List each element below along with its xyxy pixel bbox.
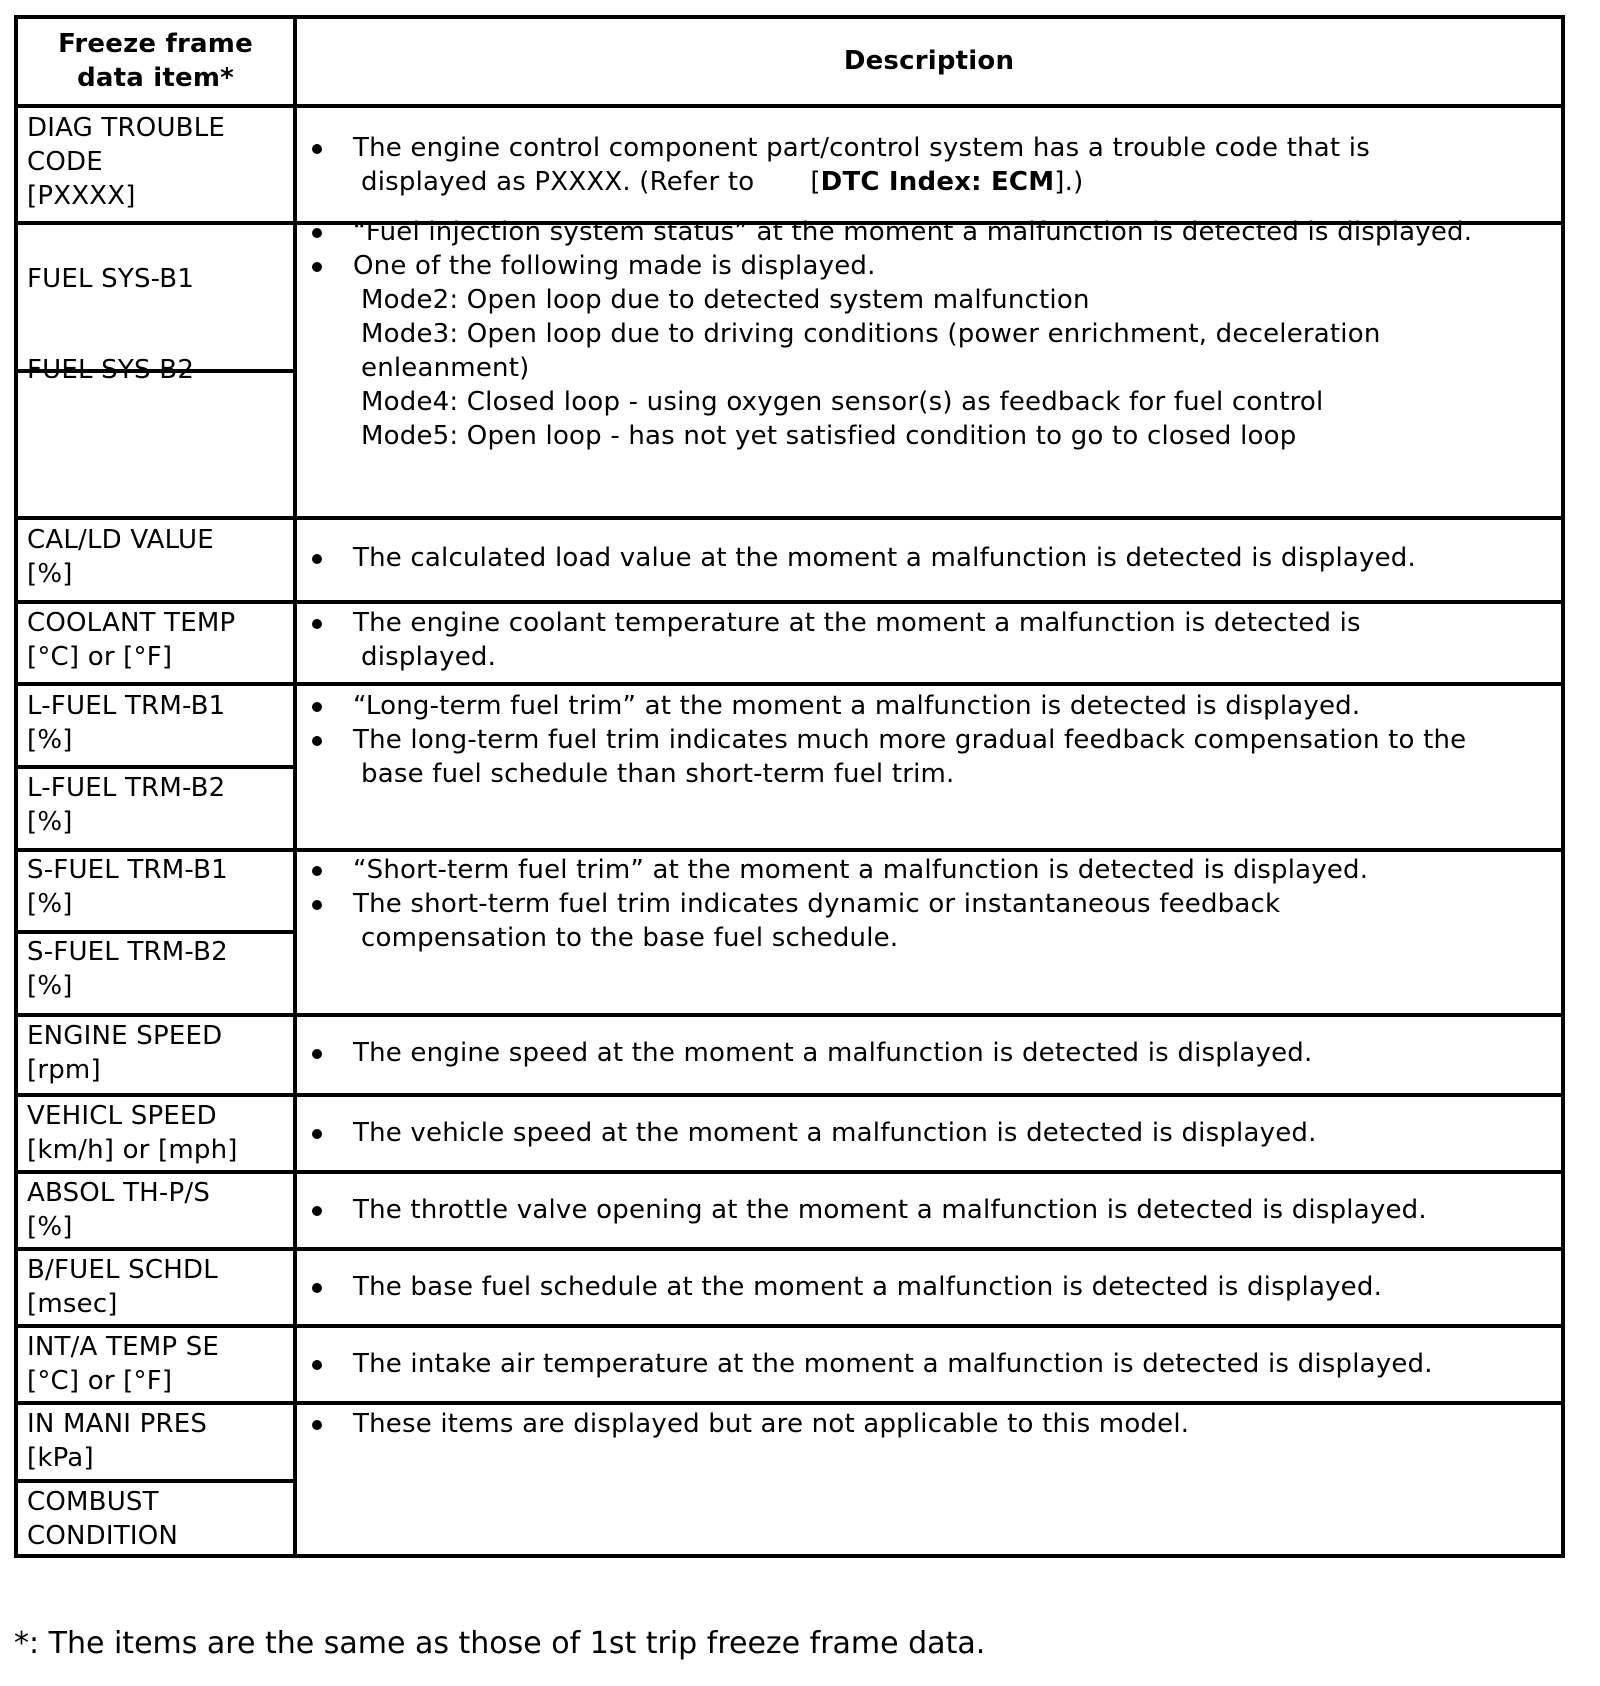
desc-engine-speed [309,1036,1559,1070]
mode-text: enleanment) [361,353,530,383]
item-text: ABSOL TH-P/S [27,1178,211,1208]
bracket-open: [ [810,167,821,197]
desc-not-applicable [309,1407,1559,1441]
item-text: [msec] [27,1289,118,1319]
bullet-item [309,541,1559,575]
desc-text: “Fuel injection system status” at the moment a malfunction is detected is displayed. [353,217,1473,247]
header-item-line: data item* [77,63,234,93]
item-text: [°C] or [°F] [27,1366,173,1396]
desc-text: “Short-term fuel trim” at the moment a malfunction is detected is displayed. [353,855,1369,885]
desc-continuation: compensation to the base fuel schedule. [361,923,899,953]
row-divider [18,765,295,769]
row-divider [18,1093,1561,1097]
item-text: ENGINE SPEED [27,1021,223,1051]
row-divider [18,104,1561,108]
bullet-item [309,1270,1559,1304]
item-coolant-temp [27,606,289,674]
desc-continuation [309,165,1559,199]
item-text: CODE [27,147,103,177]
item-vehicle-speed [27,1099,289,1167]
item-cal-ld-value [27,523,289,591]
desc-b-fuel-schdl [309,1270,1559,1304]
item-b-fuel-schdl [27,1253,289,1321]
desc-int-a-temp-se [309,1347,1559,1381]
item-text: DIAG TROUBLE [27,113,226,143]
item-text: [%] [27,725,73,755]
desc-vehicle-speed [309,1116,1559,1150]
desc-text: “Long-term fuel trim” at the moment a malfunction is detected is displayed. [353,691,1361,721]
desc-absol-th-ps [309,1193,1559,1227]
desc-text: displayed as PXXXX. (Refer to [361,167,755,197]
desc-text: The engine speed at the moment a malfunction is detected is displayed. [353,1038,1313,1068]
desc-l-fuel-trm [309,689,1559,791]
header-item-line: Freeze frame [58,29,253,59]
row-divider [18,682,1561,686]
row-divider [18,1479,295,1483]
mode-text: Mode2: Open loop due to detected system malfunction [361,285,1090,315]
bullet-item [309,887,1559,921]
item-text: INT/A TEMP SE [27,1332,220,1362]
desc-text: These items are displayed but are not applicable to this model. [353,1409,1190,1439]
row-divider [18,1324,1561,1328]
item-l-fuel-trm-b1 [27,689,289,757]
item-text: B/FUEL SCHDL [27,1255,218,1285]
desc-fuel-sys [309,215,1559,453]
item-text: CAL/LD VALUE [27,525,214,555]
bullet-item [309,1116,1559,1150]
desc-cal-ld-value [309,541,1559,575]
item-text: [kPa] [27,1443,94,1473]
item-text: [°C] or [°F] [27,642,173,672]
item-int-a-temp-se [27,1330,289,1398]
desc-text: The base fuel schedule at the moment a malfunction is detected is displayed. [353,1272,1383,1302]
item-text: [%] [27,889,73,919]
desc-diag-trouble-code [309,131,1559,199]
item-text: S-FUEL TRM-B2 [27,937,228,967]
freeze-frame-data-table [14,15,1565,1558]
item-l-fuel-trm-b2 [27,771,289,839]
desc-coolant-temp [309,606,1559,674]
header-description-column: Description [843,46,1015,76]
item-text: IN MANI PRES [27,1409,208,1439]
bracket-close: ].) [1054,167,1084,197]
item-text: COMBUST [27,1487,159,1517]
item-engine-speed [27,1019,289,1087]
item-s-fuel-trm-b1 [27,853,289,921]
item-text: [rpm] [27,1055,101,1085]
desc-text: The short-term fuel trim indicates dynamic or instantaneous feedback [353,889,1281,919]
item-text: L-FUEL TRM-B2 [27,773,226,803]
bullet-item [309,1347,1559,1381]
desc-text: The calculated load value at the moment a malfunction is detected is displayed. [353,543,1416,573]
item-text: [%] [27,807,73,837]
row-divider [18,600,1561,604]
item-text: VEHICL SPEED [27,1101,217,1131]
row-divider [18,516,1561,520]
item-text: [PXXXX] [27,181,136,211]
item-absol-th-ps [27,1176,289,1244]
item-text: L-FUEL TRM-B1 [27,691,226,721]
item-text: [%] [27,559,73,589]
item-s-fuel-trm-b2 [27,935,289,1003]
mode-text: Mode5: Open loop - has not yet satisfied condition to go to closed loop [361,421,1297,451]
bullet-item [309,131,1559,165]
item-fuel-sys-b1: FUEL SYS-B1 [27,264,195,294]
desc-text: The intake air temperature at the moment a malfunction is detected is displayed. [353,1349,1433,1379]
desc-text: The engine coolant temperature at the moment a malfunction is detected is [353,608,1361,638]
bullet-item [309,723,1559,757]
item-diag-trouble-code [27,111,289,213]
bullet-item [309,1193,1559,1227]
item-text: S-FUEL TRM-B1 [27,855,228,885]
row-divider [18,1013,1561,1017]
desc-text: The throttle valve opening at the moment a malfunction is detected is displayed. [353,1195,1427,1225]
item-in-mani-pres [27,1407,289,1475]
item-combust-condition [27,1485,289,1553]
bullet-item [309,606,1559,640]
bullet-item [309,249,1559,283]
row-divider [18,1401,1561,1405]
desc-text: The long-term fuel trim indicates much more gradual feedback compensation to the [353,725,1467,755]
desc-s-fuel-trm [309,853,1559,955]
desc-text: The engine control component part/control system has a trouble code that is [353,133,1370,163]
row-divider [18,848,1561,852]
dtc-index-ecm-link[interactable]: DTC Index: ECM [820,167,1055,197]
item-text: COOLANT TEMP [27,608,236,638]
item-text: [km/h] or [mph] [27,1135,238,1165]
bullet-item [309,1407,1559,1441]
row-divider [18,1170,1561,1174]
item-text: [%] [27,1212,73,1242]
item-fuel-sys-b2: FUEL SYS-B2 [27,355,195,385]
bullet-item [309,689,1559,723]
bullet-item [309,215,1559,249]
row-divider [18,1247,1561,1251]
desc-continuation: base fuel schedule than short-term fuel trim. [361,759,955,789]
row-divider [18,930,295,934]
item-text: [%] [27,971,73,1001]
desc-continuation: displayed. [361,642,497,672]
mode-text: Mode4: Closed loop - using oxygen sensor(s) as feedback for fuel control [361,387,1324,417]
item-text: CONDITION [27,1521,179,1551]
bullet-item [309,853,1559,887]
footnote: *: The items are the same as those of 1st trip freeze frame data. [14,1626,986,1661]
mode-text: Mode3: Open loop due to driving conditions (power enrichment, deceleration [361,319,1381,349]
bullet-item [309,1036,1559,1070]
desc-text: One of the following made is displayed. [353,251,876,281]
header-item-column [18,27,293,95]
desc-text: The vehicle speed at the moment a malfunction is detected is displayed. [353,1118,1317,1148]
